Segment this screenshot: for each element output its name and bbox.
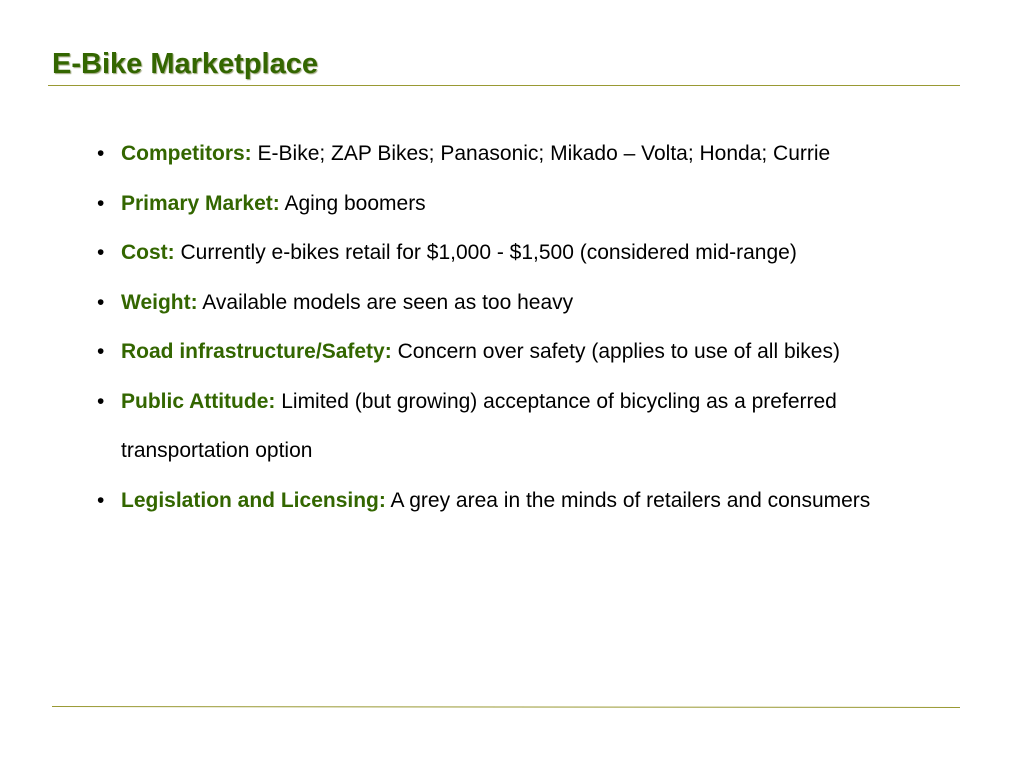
- bullet-label: Competitors:: [121, 142, 252, 165]
- bullet-label: Cost:: [121, 241, 175, 264]
- bullet-icon: •: [97, 241, 105, 264]
- bullet-icon: •: [97, 340, 105, 363]
- bullet-competitors: [97, 129, 957, 179]
- bullet-primary-market: [97, 179, 957, 229]
- bullet-icon: •: [97, 389, 105, 413]
- slide-title: E-Bike Marketplace: [52, 48, 318, 80]
- bullet-label: Primary Market:: [121, 191, 280, 215]
- title-divider: [48, 85, 960, 86]
- bullet-legislation: [97, 476, 957, 526]
- bullet-icon: •: [97, 488, 105, 512]
- bullet-text: A grey area in the minds of retailers and consumers: [390, 488, 871, 512]
- bullet-road-safety: [97, 327, 957, 377]
- bullet-public-attitude: [97, 377, 957, 476]
- bullet-weight: [97, 278, 957, 328]
- bullet-label: Public Attitude:: [121, 389, 276, 413]
- bullet-icon: •: [97, 142, 105, 165]
- bullet-text: Currently e-bikes retail for $1,000 - $1,500 (considered mid-range): [180, 241, 797, 264]
- bullet-text: E-Bike; ZAP Bikes; Panasonic; Mikado – Volta; Honda; Currie: [257, 142, 831, 165]
- bullet-label: Legislation and Licensing:: [121, 488, 386, 512]
- footer-divider: [52, 706, 960, 708]
- bullet-cost: [97, 228, 957, 278]
- bullet-text: Available models are seen as too heavy: [202, 290, 574, 314]
- bullet-text: Concern over safety (applies to use of all bikes): [397, 340, 840, 363]
- bullet-icon: •: [97, 191, 105, 215]
- bullet-text: Aging boomers: [284, 191, 426, 215]
- bullet-text: Limited (but growing) acceptance of bicycling as a preferred transportation option: [121, 389, 837, 462]
- bullet-list: [97, 129, 957, 525]
- bullet-label: Road infrastructure/Safety:: [121, 340, 392, 363]
- bullet-icon: •: [97, 290, 105, 314]
- bullet-label: Weight:: [121, 290, 198, 314]
